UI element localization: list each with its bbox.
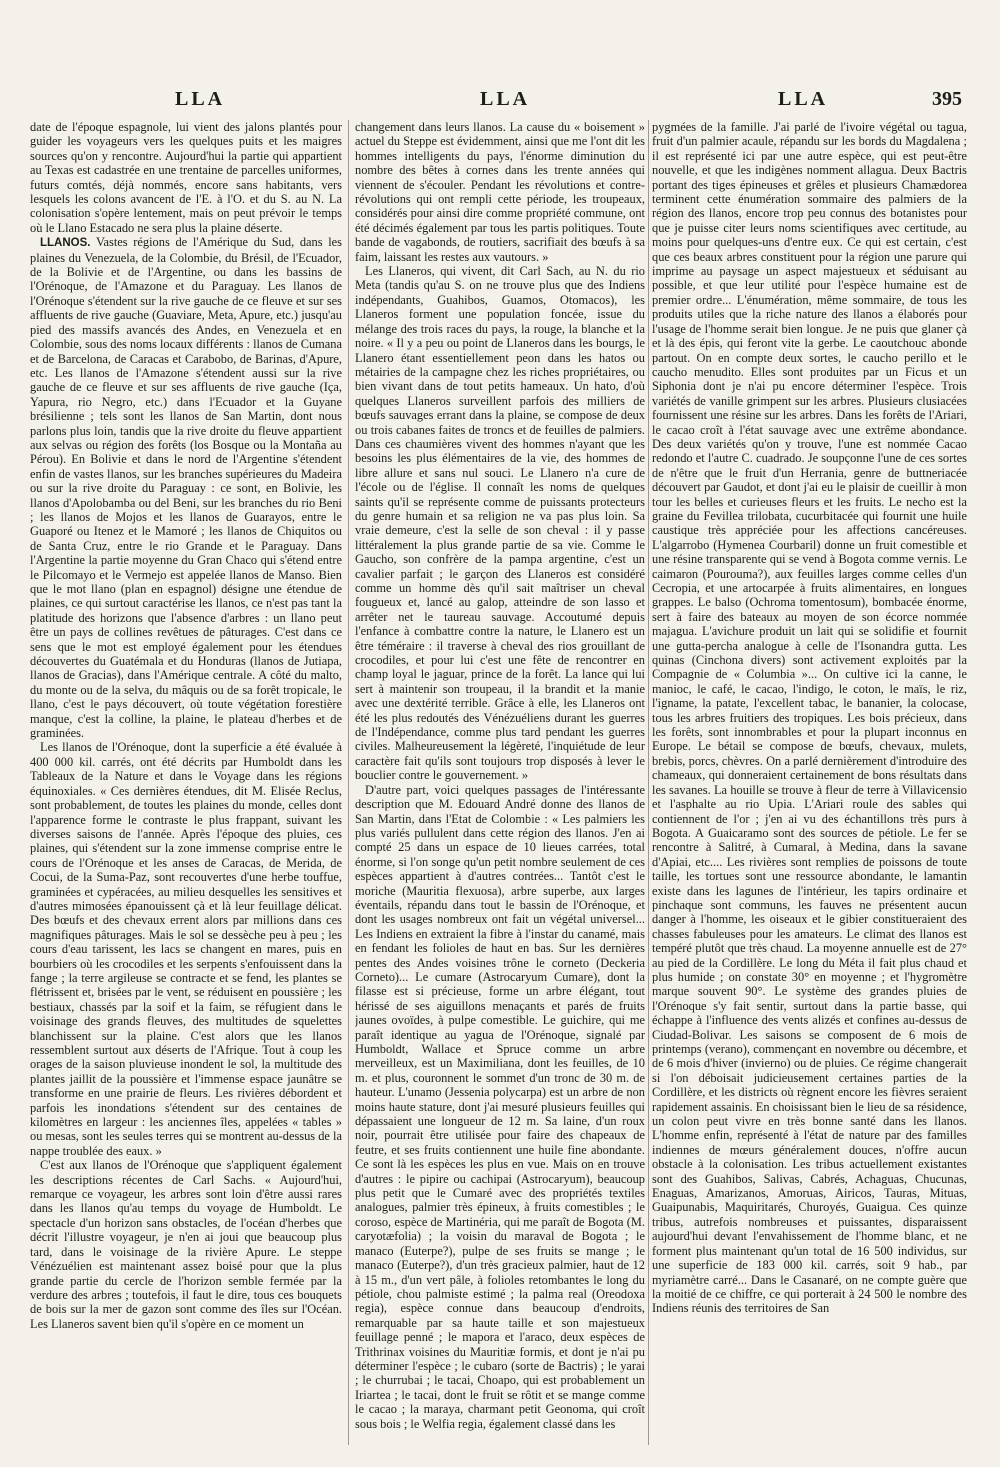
entry-text: Vastes régions de l'Amérique du Sud, dans les plaines du Venezuela, de la Colombie, du Brésil, de l'Ecuador, de la Bolivie et de l'Argentine, ou dans les bassins de l'Orénoque, de l'Amazone et du Paraguay. Les llanos de l'Orénoque s'étendent sur la rive gauche de ce fleuve et sur ses affluents de rive gauche (Guaviare, Meta, Apure, etc.) jusqu'au pied des massifs avancés des Andes, en Venezuela et en Colombie, sous des noms locaux différents : llanos de Cumana et de Barcelona, de Caracas et Carabobo, de Barinas, d'Apure, etc. Les llanos de l'Amazone s'étendent aussi sur la rive gauche de ce fleuve et sur ses affluents de rive gauche (Iça, Yapura, rio Negro, etc.) dans l'Ecuador et la Guyane brésilienne ; tels sont les llanos de San Martin, dont nous parlons plus loin, tandis que la rive droite du fleuve appartient aux selvas ou région des forêts (los Bosque ou la Montaña au Pérou). En Bolivie et dans le nord de l'Argentine s'étendent enfin de vastes llanos, sur les branches supérieures du Madeira ou sur la rive droite du Paraguay : ce sont, en Bolivie, les llanos d'Apolobamba ou del Beni, sur les branches du rio Beni ; les llanos de Mojos et les llanos de Guarayos, entre le Guaporé ou Itenez et le Mamoré ; les llanos de Chiquitos ou de Santa Cruz, entre le rio Grande et le Paraguay. Dans l'Argentine la partie moyenne du Gran Chaco qui s'étend entre le Pilcomayo et le Vermejo est appelée llanos de Manso. Bien que le mot llano (plan en espagnol) désigne une étendue de plaines, ce qui surtout caractérise les llanos, ce n'est pas tant la platitude des horizons que l'absence d'arbres : un llano peut être un pays de collines revêtues de pâturages. C'est dans ce sens que le mot est employé également pour les étendues découvertes du Guatémala et du Honduras (llanos de Jutiapa, llanos de Gracias), dans l'Amérique centrale. A côté du malto, du monte ou de la selva, du mâquis ou de sa forêt tropicale, le llano, c'est le pays découvert, où toute végétation forestière manque, c'est la colline, la plaine, le plateau d'herbes et de graminées.	[30, 235, 342, 741]
header-right: LLA	[778, 88, 829, 110]
column-rule	[648, 120, 649, 1445]
paragraph: D'autre part, voici quelques passages de l'intéressante description que M. Edouard André donne des llanos de San Martin, dans l'Etat de Colombie : « Les palmiers les plus variés pullulent dans cette région des llanos. J'en ai compté 25 dans un espace de 10 lieues carrées, total énorme, si l'on songe qu'un petit nombre seulement de ces espèces appartient à d'autres contrées... Tantôt c'est le moriche (Mauritia flexuosa), arbre superbe, aux larges éventails, répandu dans tout le bassin de l'Orénoque, et dont les usages nombreux ont fait un végétal universel... Les Indiens en extraient la fibre à l'instar du canamé, mais en fendant les folioles de haut en bas. Sur les dernières pentes des Andes voisines trône le corneto (Deckeria Corneto)... Le cumare (Astrocaryum Cumare), dont la filasse est si précieuse, forme un arbre élégant, tout hérissé de ses aiguillons menaçants et parés de fruits jaunes ovoïdes, à pulpe comestible. Le guichire, qui me paraît identique au yagua de l'Orénoque, signalé par Humboldt, Wallace et Spruce comme un arbre merveilleux, est un Maximiliana, dont les feuilles, de 10 m. et plus, couronnent le sommet d'un tronc de 30 m. de hauteur. L'unamo (Jessenia polycarpa) est un arbre de non moins haute stature, dont j'ai mesuré plusieurs feuilles qui dépassaient une longueur de 12 m. Sa laine, d'un roux noir, pourrait être utilisée pour faire des chapeaux de feutre, et ses fruits contiennent une huile fine abondante. Ce sont là les espèces les plus en vue. Mais on en trouve d'autres : le pipire ou cachipai (Astrocaryum), beaucoup plus petit que le Cumaré avec des propriétés textiles analogues, palmier très épineux, à fruits comestibles ; le coroso, espèce de Martinéria, qui me paraît de Bogota (M. caryotæfolia) ; la voisin du maraval de Bogota ; le manaco (Euterpe?), pulpe de ses fruits se mange ; le manaco (Euterpe?), d'un très gracieux palmier, haut de 12 à 15 m., d'un vert pâle, à folioles retombantes le long du pétiole, chou palmiste estimé ; la palma real (Oreodoxa regia), espèce connue dans beaucoup d'endroits, remarquable par sa haute taille et son majestueux feuillage penné ; le mapora et l'araco, deux espèces de Trithrinax voisines du Mauritiæ formis, et dont je n'ai pu déterminer l'espèce ; le cubaro (sorte de Bactris) ; le yarai ; le churrubai ; le tacai, Choapo, qui est probablement un Iriartea ; le tacai, dont le fruit se rôtit et se mange comme le cacao ; la maraya, charmant petit Geonoma, qui croît sous bois ; le Welfia regia, également classé dans les	[355, 782, 645, 1431]
page-number: 395	[932, 88, 962, 110]
paragraph: changement dans leurs llanos. La cause du « boisement » actuel du Steppe est évidemment, ainsi que me l'ont dit les hommes intelligents du pays, l'énorme diminution du nombre des bêtes à cornes dans les trente années qui viennent de s'écouler. Pendant les révolutions et contre-révolutions qui ont rempli cette période, les troupeaux, considérés pour ainsi dire comme propriété commune, ont été décimés également par tous les partis politiques. Toute bande de vagabonds, de routiers, sacrifiait des bœufs à sa faim, laissant les restes aux vautours. »	[355, 120, 645, 264]
paragraph: Les Llaneros, qui vivent, dit Carl Sach, au N. du rio Meta (tandis qu'au S. on ne trouve plus que des Indiens indépendants, Guahibos, Guamos, Otomacos), les Llaneros forment une population foncée, issue du mélange des trois races du pays, la rouge, la blanche et la noire. « Il y a peu ou point de Llaneros dans les bourgs, le Llanero étant essentiellement peon dans les hatos ou métairies de la campagne chez les riches propriétaires, ou bien vivant dans de tout petits hameaux. Un hato, d'où quelques Llaneros surveillent parfois des milliers de bœufs sauvages errant dans la plaine, se compose de deux ou trois cabanes faites de troncs et de feuilles de palmiers. Dans ces chaumières vivent des hommes n'ayant que les besoins les plus élémentaires de la vie, des hommes de libre allure et sans nul souci. Le Llanero n'a cure de l'école ou de l'église. Il connaît les noms de quelques saints qu'il se représente comme de puissants protecteurs du genre humain et sa religion ne va pas plus loin. Sa vraie demeure, c'est la selle de son cheval : il y passe littéralement la plus grande partie de sa vie. Comme le Gaucho, son confrère de la pampa argentine, c'est un cavalier parfait ; le garçon des Llaneros est considéré comme un homme dès qu'il sait maîtriser un cheval fougueux et, lancé au galop, atteindre de son lasso et arrêter net le taureau sauvage. Accoutumé depuis l'enfance à combattre contre la nature, le Llanero est un être téméraire : il traverse à cheval des rios grouillant de crocodiles, et pour lui c'est une fête de rencontrer en champ loyal le jaguar, prince de la forêt. La lance qui lui sert à maintenir son troupeau, il la brandit et la manie avec une dextérité terrible. Grâce à elle, les Llaneros ont été les plus redoutés des Vénézuéliens durant les guerres de l'Indépendance, comme plus tard pendant les guerres civiles. Malheureusement la légèreté, l'inquiétude de leur caractère fait qu'ils sont toujours trop disposés à lever le bouclier contre le gouvernement. »	[355, 264, 645, 783]
column-center	[355, 120, 645, 1450]
headword: LLANOS.	[40, 237, 91, 250]
paragraph: C'est aux llanos de l'Orénoque que s'appliquent également les descriptions récentes de Carl Sachs. « Aujourd'hui, remarque ce voyageur, les arbres sont loin d'être aussi rares dans les llanos qu'au temps du voyage de Humboldt. Le spectacle d'un horizon sans obstacles, de l'océan d'herbes que décrit l'illustre voyageur, je n'en ai joui que beaucoup plus tard, dans le voisinage de la rivière Apure. Le steppe Vénézuélien est maintenant assez boisé pour que la plus grande partie du cercle de l'horizon semble fermée par la verdure des arbres ; toutefois, il faut le dire, tous ces bouquets de bois sur la mer de gazon sont comme des îles sur l'Océan. Les Llaneros savent bien qu'il s'opère en ce moment un	[30, 1158, 342, 1331]
column-rule	[348, 120, 349, 1445]
column-right	[652, 120, 967, 1450]
entry-paragraph	[30, 235, 342, 740]
header-center: LLA	[480, 88, 531, 110]
column-left	[30, 120, 342, 1450]
paragraph: Les llanos de l'Orénoque, dont la superficie a été évaluée à 400 000 kil. carrés, ont été décrits par Humboldt dans les Tableaux de la Nature et dans le Voyage dans les régions équinoxiales. « Ces dernières étendues, dit M. Elisée Reclus, sont probablement, de toutes les plaines du monde, celles dont l'apparence forme le contraste le plus frappant, suivant les diverses saisons de l'année. Après l'époque des pluies, ces plaines, qui s'étendent sur la zone immense comprise entre le cours de l'Orénoque et les anses de Caracas, de Merida, de Cocui, de la Suma-Paz, sont recouvertes d'une herbe touffue, graminées et cypéracées, au milieu desquelles les sensitives et d'autres mimosées épanouissent çà et là leur feuillage délicat. Des bœufs et des chevaux errent alors par millions dans ces magnifiques pâturages. Mais le sol se dessèche peu à peu ; les cours d'eau tarissent, les lacs se changent en mares, puis en bourbiers où les crocodiles et les serpents s'enfouissent dans la fange ; la terre argileuse se contracte et se fend, les plantes se flétrissent et, brisées par le vent, se réduisent en poussière ; les bestiaux, chassés par la soif et la faim, se réfugient dans le voisinage des grands fleuves, des multitudes de squelettes blanchissent sur la plaine. C'est alors que les llanos ressemblent surtout aux déserts de l'Afrique. Tout à coup les orages de la saison pluvieuse inondent le sol, la multitude des plantes jaillit de la poussière et l'immense espace jaunâtre se transforme en une prairie de fleurs. Les rivières débordent et parfois les inondations s'étendent sur des centaines de kilomètres en largeur : les anciennes îles, appelées « tables » ou mesas, sont les seules terres qui se montrent au-dessus de la nappe troublée des eaux. »	[30, 740, 342, 1158]
paragraph: pygmées de la famille. J'ai parlé de l'ivoire végétal ou tagua, fruit d'un palmier acaule, répandu sur les bords du Magdalena ; il est représenté ici par une autre espèce, qui est peut-être nouvelle, et que les indigènes nomment allagua. Deux Bactris portant des tiges épineuses et grêles et plusieurs Chamædorea terminent cette énumération sommaire des palmiers de la région des llanos, encore trop peu connus des botanistes pour que je puisse citer leurs noms scientifiques avec certitude, au moins pour quelques-uns d'entre eux. Ce qui est certain, c'est que ces beaux arbres constituent pour la région une parure qui imprime au paysage un aspect majestueux et séduisant au possible, et que leur utilité pour l'espèce humaine est de premier ordre... L'énumération, même sommaire, de tous les produits utiles que la riche nature des llanos a élaborés pour l'usage de l'homme serait bien longue. Je ne puis que glaner çà et là des épis, qui feront vite la gerbe. Le caoutchouc abonde partout. On en compte deux sortes, le caucho perillo et le caucho menudito. Elles sont produites par un Ficus et un Siphonia dont je n'ai pu encore déterminer l'espèce. Trois variétés de vanille grimpent sur les arbres. Plusieurs clusiacées fournissent une résine sur les arbres. Dans les forêts de l'Ariari, le cacao croît à l'état sauvage avec une extrême abondance. Des deux variétés qu'on y trouve, l'une est nommée Cacao redondo et l'autre C. cuadrado. Je soupçonne l'une de ces sortes de n'être que le fruit d'un Herrania, genre de buttneriacée découvert par Gaudot, et dont j'ai eu le plaisir de cueillir à mon tour les belles et curieuses fleurs et les fruits. Le necho est la graine du Fevillea trilobata, cucurbitacée qui fournit une huile caustique très appréciée pour les affections cancéreuses. L'algarrobo (Hymenea Courbaril) donne un fruit comestible et une résine transparente qui se vend à Bogota comme vernis. Le caimaron (Pourouma?), aux feuilles larges comme celles d'un Cecropia, et une artocarpée à fruits alimentaires, en longues grappes. Le balso (Ochroma tomentosum), bombacée énorme, sert à faire des bateaux au moyen de son écorce nommée majagua. L'avichure produit un lait qui se solidifie et fournit une gutta-percha analogue à celle de l'Isonandra gutta. Les quinas (Cinchona divers) sont activement exploités par la Compagnie de « Columbia »... On cultive ici la canne, le manioc, le café, le cacao, l'indigo, le coton, le maïs, le riz, l'igname, la patate, l'excellent tabac, le bananier, la colocase, tous les arbres fruitiers des tropiques. Les bois précieux, dans les forêts, sont innombrables et pour la plupart inconnus en Europe. Le bétail se compose de bœufs, chevaux, mulets, brebis, porcs, chèvres. On a parlé dernièrement d'introduire des chameaux, qui donneraient certainement de bons résultats dans les savanes. La houille se trouve à fleur de terre à Villavicensio et l'asphalte au rio Upia. L'Ariari roule des sables qui contiennent de l'or ; j'en ai vu des échantillons très purs à Bogota. A Guaicaramo sont des sources de pétiole. Le fer se rencontre à Salitré, à Cumaral, à Medina, dans la savane d'Apiai, etc.... Les rivières sont remplies de poissons de toute taille, les tortues sont une ressource abondante, le lamantin existe dans les lagunes de l'intérieur, les tapirs ordinaire et pinchaque sont communs, les fauves ne présentent aucun danger à l'homme, les oiseaux et le gibier constitueraient des chasses fabuleuses pour les amateurs. Le climat des llanos est tempéré plutôt que très chaud. La moyenne annuelle est de 27° au pied de la Cordillère. Le long du Méta il fait plus chaud et plus humide ; on constate 30° en moyenne ; et l'hygromètre marque souvent 90°. Le système des grandes pluies de l'Orénoque s'y fait sentir, surtout dans la partie basse, qui échappe à l'influence des vents alizés et confines au-dessus de Ciudad-Bolivar. Les saisons se composent de 6 mois de printemps (verano), commençant en novembre ou décembre, et de 6 mois d'hiver (invierno) ou de pluies. Ce régime changerait si l'on déboisait judicieusement certaines parties de la Cordillère, et les districts où règnent encore les fièvres seraient rapidement assainis. En choisissant bien le lieu de sa résidence, un colon peut vivre en très bonne santé dans les llanos. L'homme enfin, représenté à l'état de nature par des familles indiennes de mœurs généralement douces, n'offre aucun obstacle à la colonisation. Les tribus actuellement existantes sont des Guahibos, Salivas, Cabrés, Achaguas, Chucunas, Enaguas, Amarizanos, Amoruas, Airicos, Tauras, Mituas, Guaipunabis, Maquiritarés, Churoyés, Guaigua. Ces quinze tribus, autrefois nombreuses et puissantes, disparaissent aujourd'hui devant l'envahissement de l'homme blanc, et ne forment plus maintenant qu'un total de 16 500 individus, sur une superficie de 183 000 kil. carrés, soit 9 hab., par myriamètre carré... Dans le Casanaré, on ne compte guère que la moitié de ce chiffre, ce qui porterait à 24 500 le nombre des Indiens réunis des territoires de San	[652, 120, 967, 1316]
running-header	[0, 88, 1000, 114]
paragraph: date de l'époque espagnole, lui vient des jalons plantés pour guider les voyageurs vers les quelques puits et les maigres sources qu'on y rencontre. Aujourd'hui la partie qui appartient au Texas est cadastrée en une trentaine de parcelles uniformes, futurs comtés, déjà nommés, encore sans habitants, vers lesquels les colons avancent de l'E. à l'O. et du S. au N. La colonisation s'opère lentement, mais on peut prévoir le temps où le Llano Estacado ne sera plus la plaine déserte.	[30, 120, 342, 235]
header-left: LLA	[175, 88, 226, 110]
